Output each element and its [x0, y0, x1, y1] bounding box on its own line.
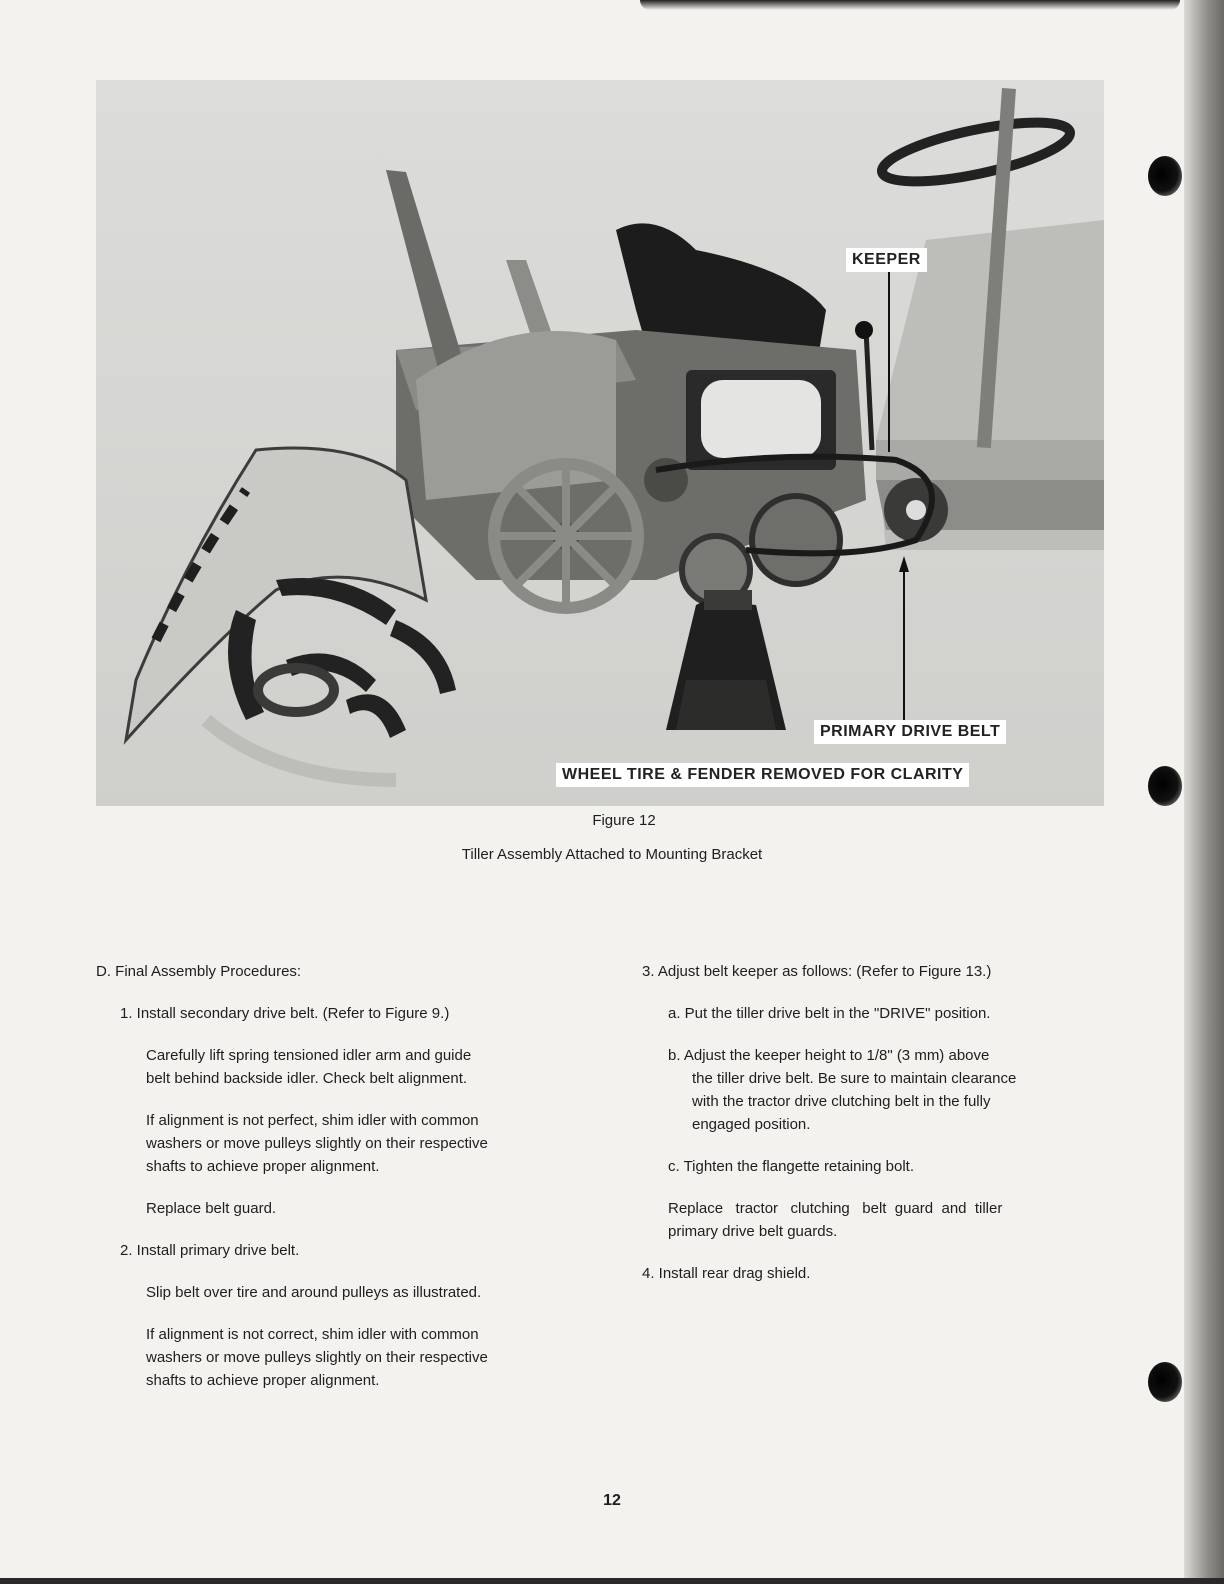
step-3-title: 3. Adjust belt keeper as follows: (Refer to Figure 13.): [642, 963, 992, 980]
text-line: Carefully lift spring tensioned idler arm and guide: [146, 1047, 472, 1064]
right-column: [642, 960, 1092, 1285]
step-1-paragraph-2: [146, 1109, 596, 1178]
text-line: belt behind backside idler. Check belt alignment.: [146, 1070, 468, 1087]
text-line: engaged position.: [692, 1116, 811, 1133]
text-line: shafts to achieve proper alignment.: [146, 1372, 380, 1389]
binder-hole-bottom: [1148, 1362, 1182, 1402]
text-line: If alignment is not correct, shim idler with common: [146, 1326, 479, 1343]
page-edge: [1184, 0, 1224, 1584]
step-4-title: 4. Install rear drag shield.: [642, 1265, 811, 1282]
page-bottom-edge: [0, 1578, 1224, 1584]
step-1-title: 1. Install secondary drive belt. (Refer to Figure 9.): [120, 1005, 450, 1022]
figure-number: Figure 12: [592, 812, 656, 829]
step-3b: [668, 1044, 1092, 1136]
step-2-title: 2. Install primary drive belt.: [120, 1242, 300, 1259]
text-line: washers or move pulleys slightly on their respective: [146, 1349, 488, 1366]
text-line: the tiller drive belt. Be sure to maintain clearance: [692, 1070, 1017, 1087]
text-line: washers or move pulleys slightly on their respective: [146, 1135, 488, 1152]
section-heading: D. Final Assembly Procedures:: [96, 963, 302, 980]
text-line: If alignment is not perfect, shim idler with common: [146, 1112, 479, 1129]
binder-hole-middle: [1148, 766, 1182, 806]
figure-caption: Tiller Assembly Attached to Mounting Bracket: [461, 846, 763, 863]
text-line: primary drive belt guards.: [668, 1223, 838, 1240]
primary-drive-belt-callout: PRIMARY DRIVE BELT: [814, 720, 1006, 744]
text-line: shafts to achieve proper alignment.: [146, 1158, 380, 1175]
tiller-photo: [96, 80, 1104, 806]
step-2-paragraph-1: Slip belt over tire and around pulleys as illustrated.: [146, 1284, 482, 1301]
step-3a: a. Put the tiller drive belt in the "DRIVE" position.: [668, 1005, 991, 1022]
left-column: [96, 960, 596, 1392]
text-line: Replace tractor clutching belt guard and tiller: [668, 1200, 1003, 1217]
text-line: with the tractor drive clutching belt in the fully: [692, 1093, 991, 1110]
page-number: 12: [603, 1492, 621, 1509]
binder-hole-top: [1148, 156, 1182, 196]
removed-for-clarity-note: WHEEL TIRE & FENDER REMOVED FOR CLARITY: [556, 763, 969, 787]
text-line: b. Adjust the keeper height to 1/8" (3 mm) above: [668, 1047, 990, 1064]
step-1-paragraph-3: Replace belt guard.: [146, 1200, 277, 1217]
keeper-callout: KEEPER: [846, 248, 927, 272]
top-shadow: [640, 0, 1180, 10]
step-3-note: [668, 1197, 1092, 1243]
step-2-paragraph-2: [146, 1323, 596, 1392]
step-1-paragraph-1: [146, 1044, 596, 1090]
step-3c: c. Tighten the flangette retaining bolt.: [668, 1158, 914, 1175]
tiller-illustration: [96, 80, 1104, 806]
